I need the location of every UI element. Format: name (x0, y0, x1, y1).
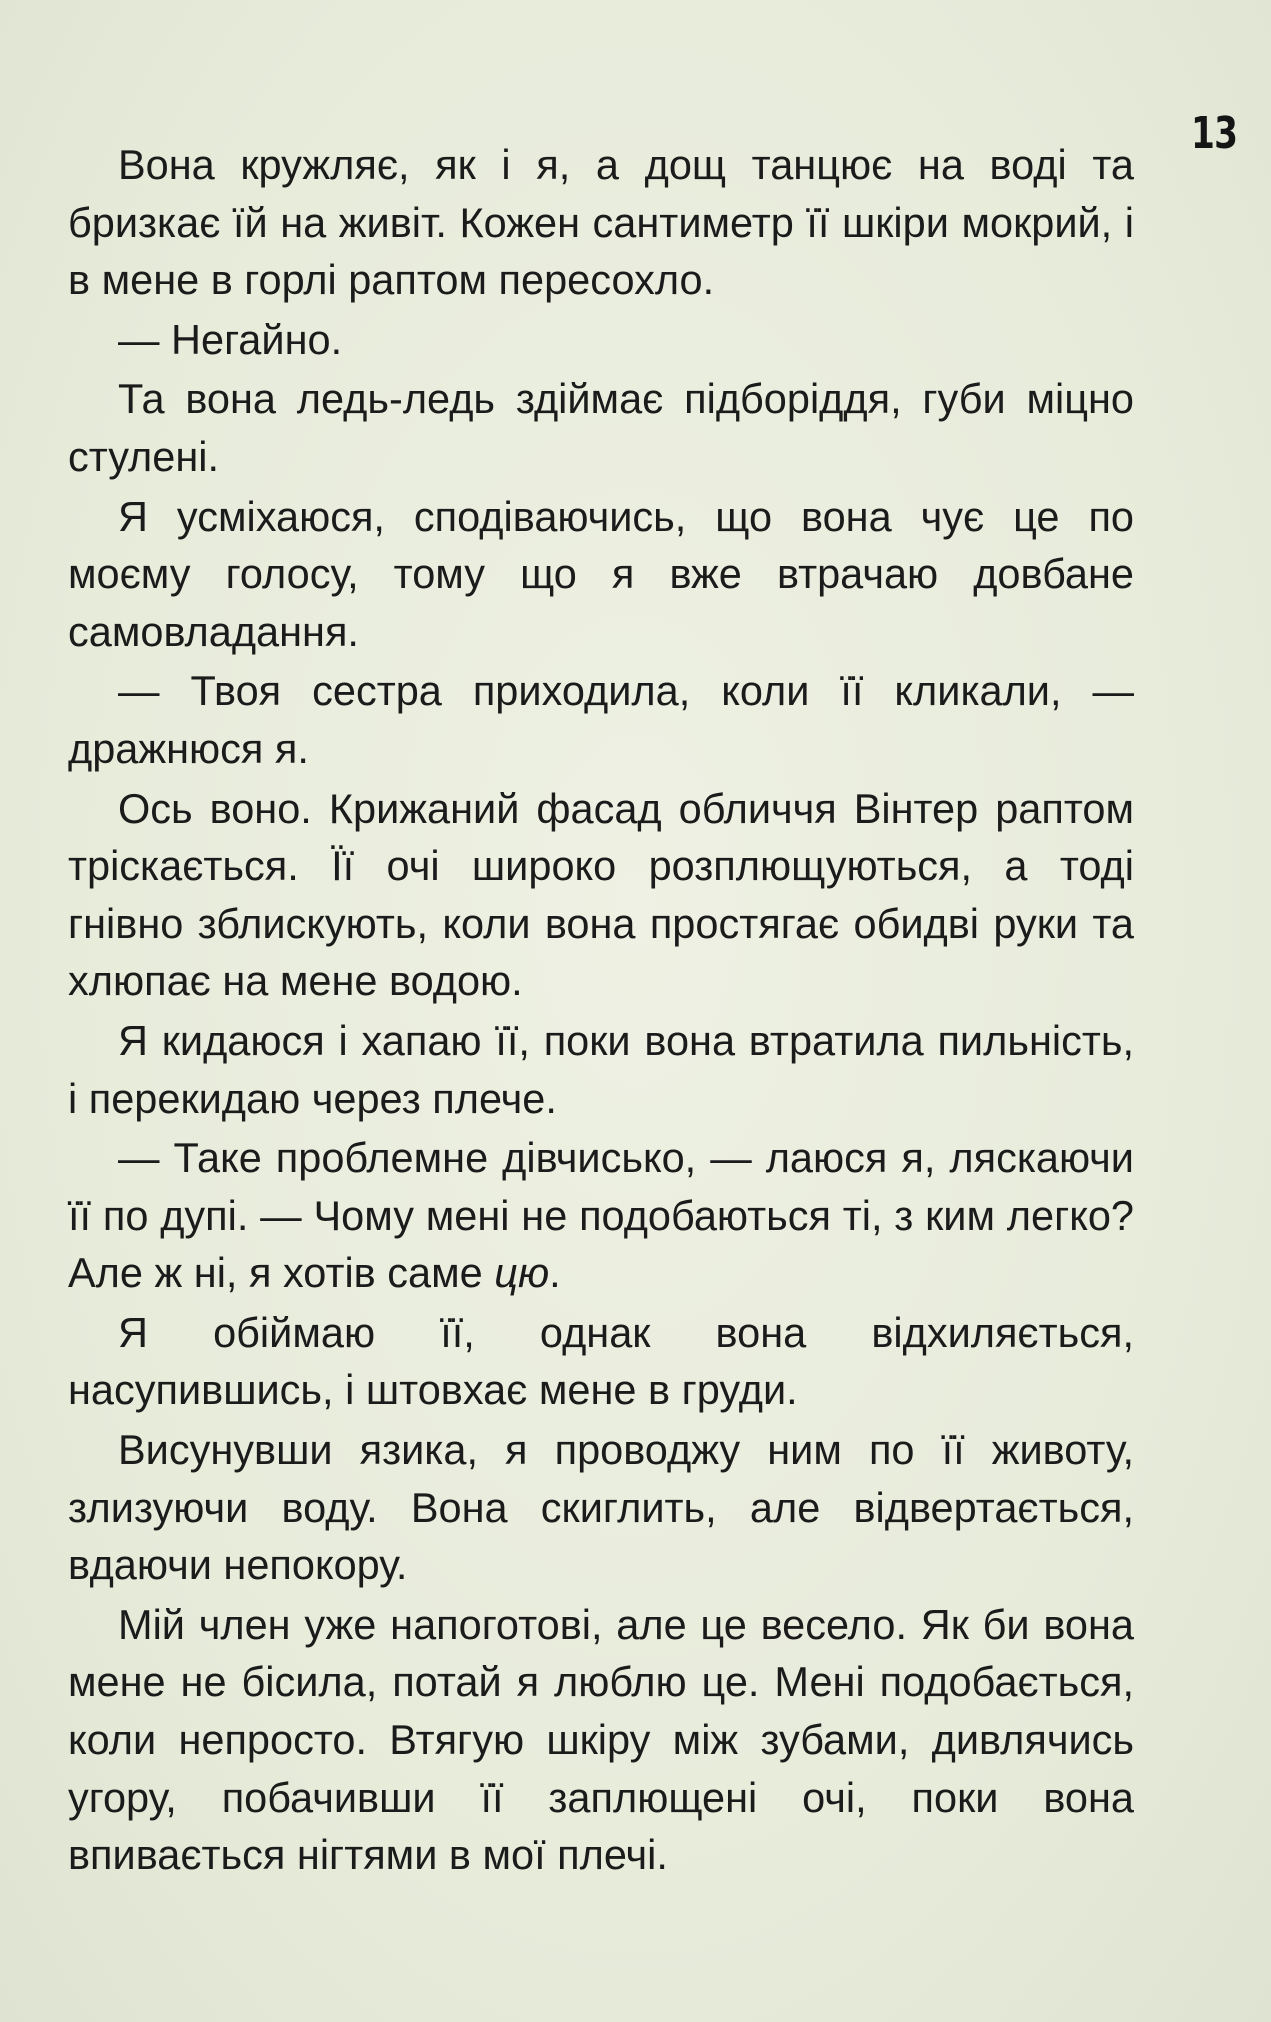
paragraph-3: Та вона ледь-ледь здіймає підборіддя, губи міцно стулені. (68, 375, 1134, 480)
paragraph-9: Я обіймаю її, однак вона відхиляється, насупившись, і штовхає мене в груди. (68, 1308, 1134, 1414)
paragraph-11: Мій член уже напоготові, але це весело. Як би вона мене не бісила, потай я люблю це. Мені подобається, коли непросто. Втягую шкіру між зубами, дивлячись угору, побачивши її заплющені очі, поки вона впивається нігтями в мої плечі. (68, 1600, 1134, 1879)
paragraph-5: — Твоя сестра приходила, коли її кликали, — дражнюся я. (68, 667, 1134, 772)
body-text (68, 136, 1134, 1884)
paragraph-2: — Негайно. (118, 315, 343, 363)
page-number: 13 (1190, 108, 1237, 159)
paragraph-7: Я кидаюся і хапаю її, поки вона втратила пильність, і перекидаю через плече. (68, 1016, 1134, 1122)
paragraph-1: Вона кружляє, як і я, а дощ танцює на воді та бризкає їй на живіт. Кожен сантиметр її шкіри мокрий, і в мене в горлі раптом пересохло. (68, 141, 1134, 304)
paragraph-8 (68, 1129, 1134, 1302)
paragraph-8-emphasis: цю (494, 1249, 550, 1297)
paragraph-8-end: . (549, 1249, 561, 1297)
paragraph-8-text: — Таке проблемне дівчисько, — лаюся я, ляскаючи її по дупі. — Чому мені не подобаються ті, з ким легко? Але ж ні, я хотів саме (68, 1134, 1134, 1297)
paragraph-10: Висунувши язика, я проводжу ним по її животу, злизуючи воду. Вона скиглить, але відвертається, вдаючи непокору. (68, 1426, 1134, 1589)
paragraph-4: Я усміхаюся, сподіваючись, що вона чує це по моєму голосу, тому що я вже втрачаю довбане самовладання. (68, 492, 1134, 655)
paragraph-6: Ось воно. Крижаний фасад обличчя Вінтер раптом тріскається. Її очі широко розплющуються, а тоді гнівно зблискують, коли вона простягає обидві руки та хлюпає на мене водою. (68, 784, 1134, 1005)
